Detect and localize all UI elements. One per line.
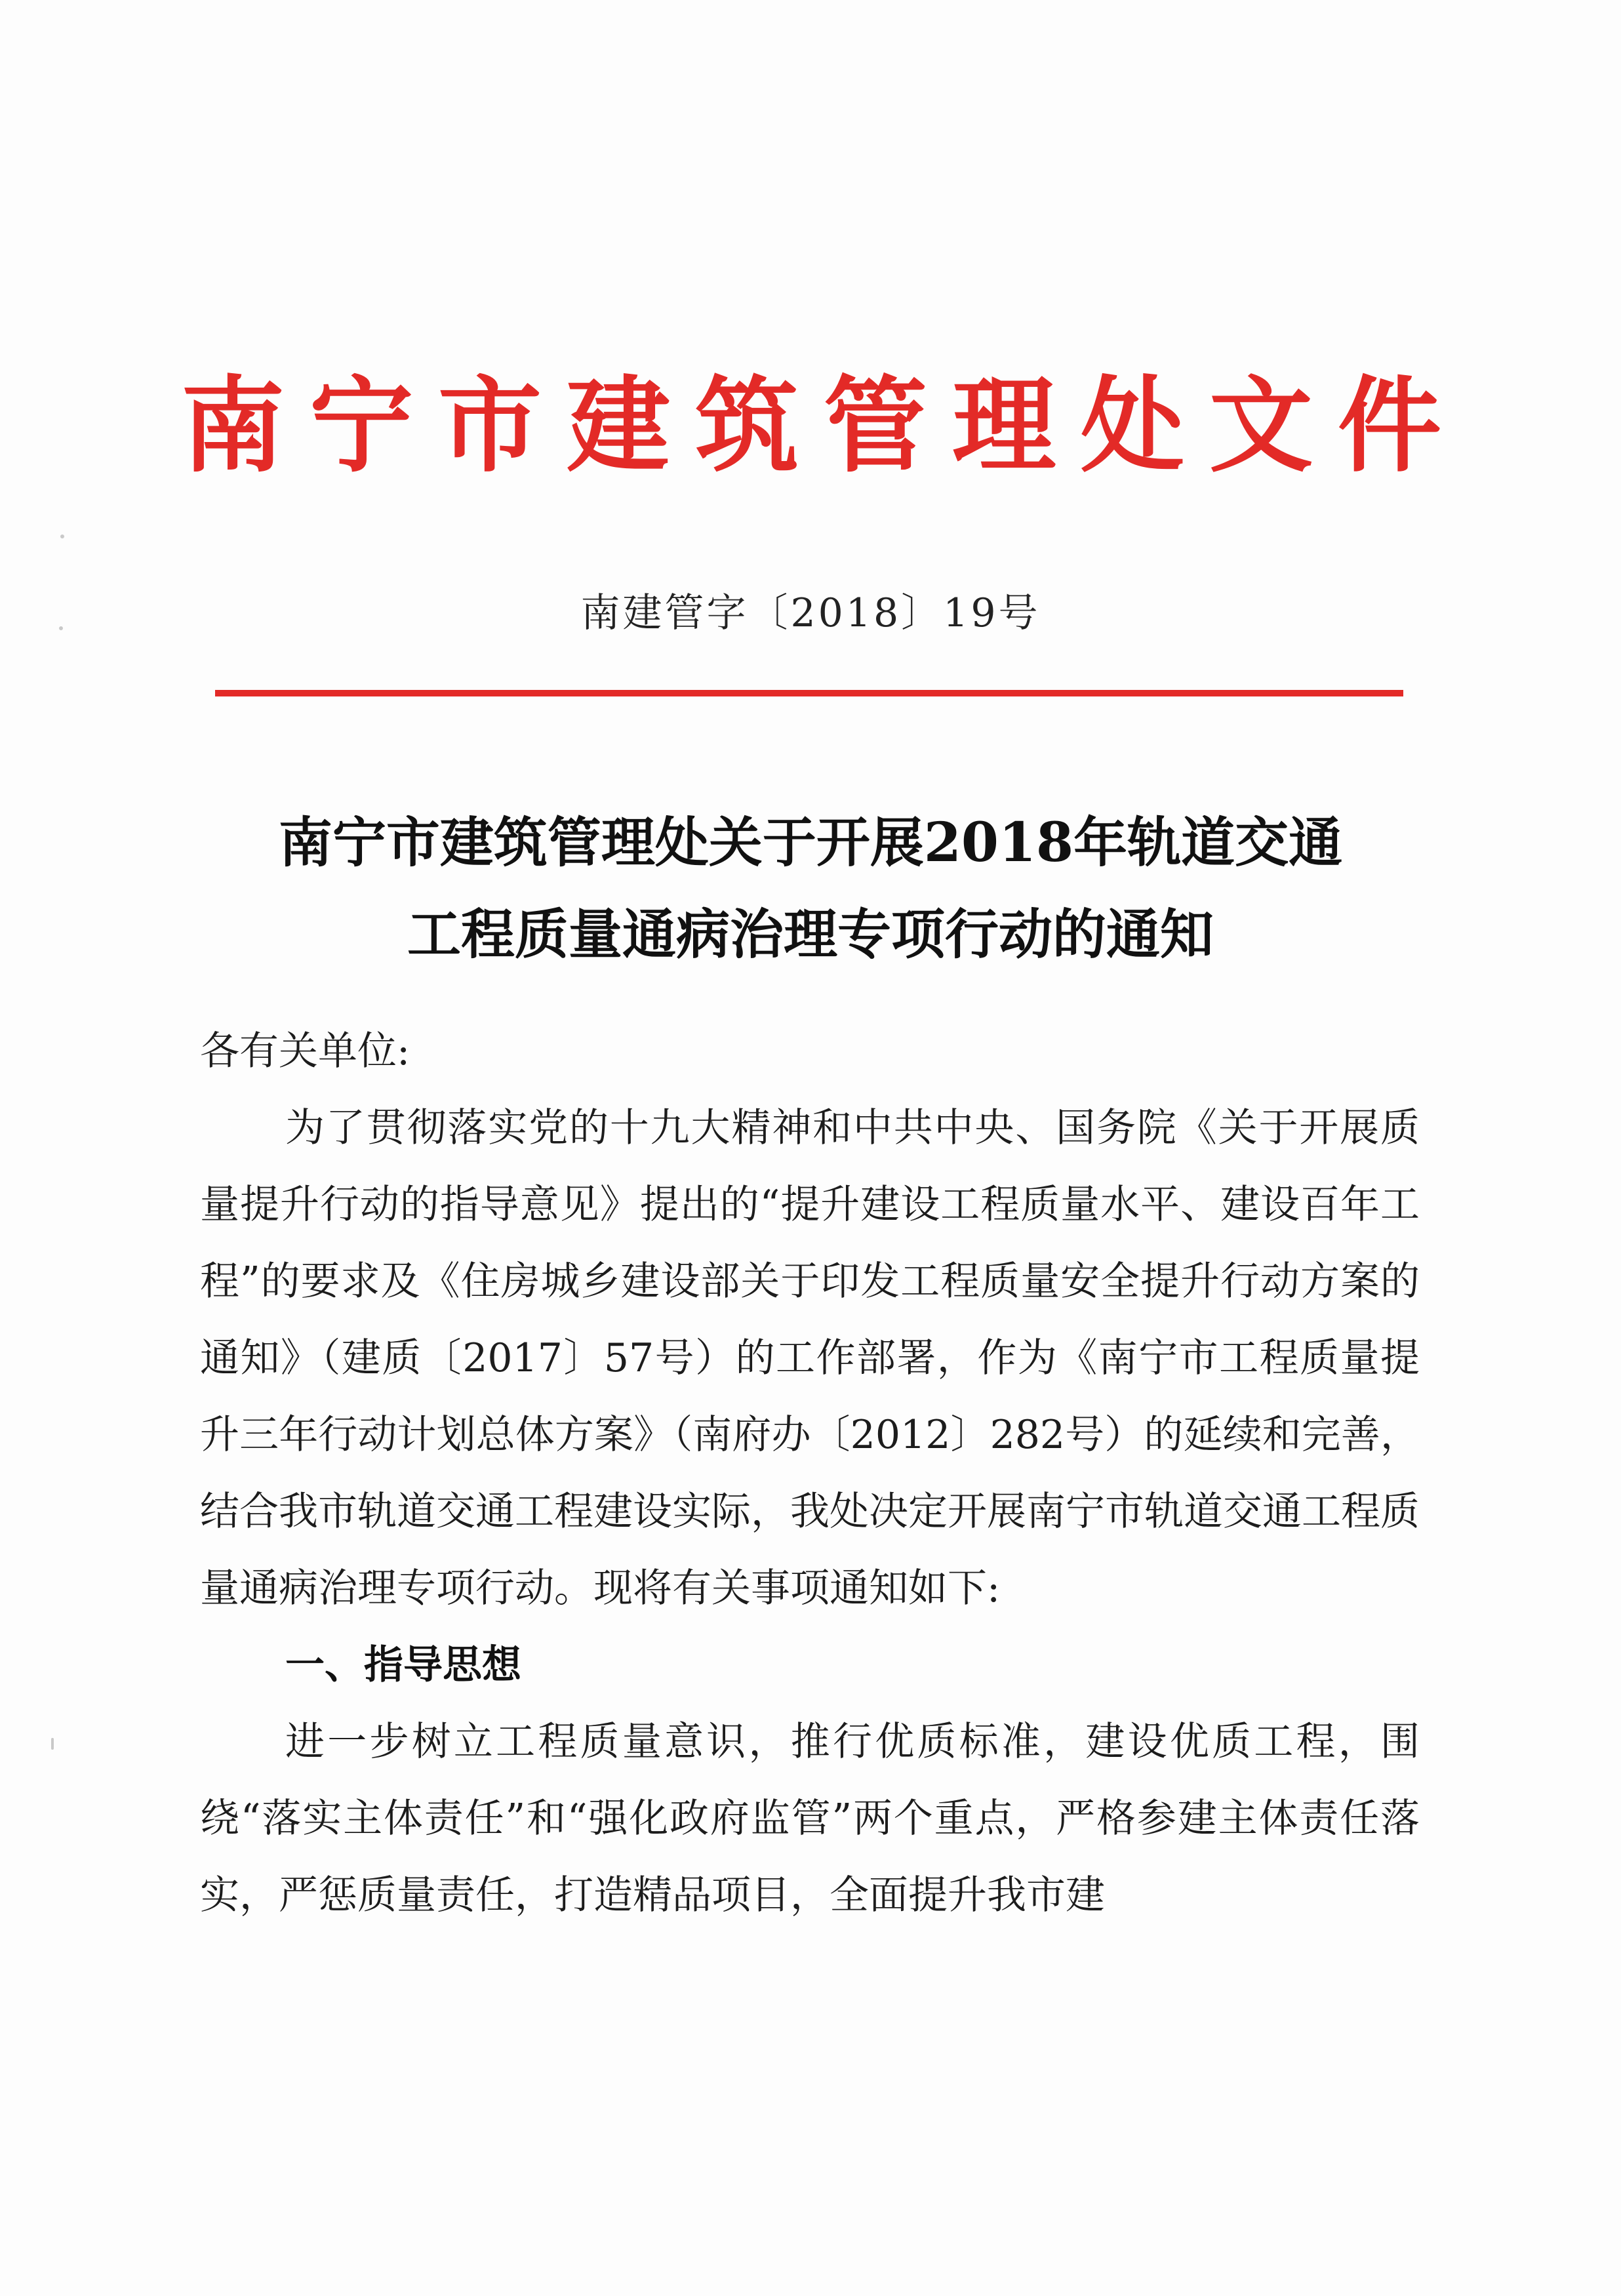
- notice-body: [200, 1013, 1420, 1934]
- notice-title-line-2: 工程质量通病治理专项行动的通知: [407, 903, 1214, 966]
- red-divider-line: [215, 690, 1403, 696]
- scan-speck: [60, 534, 64, 538]
- scan-speck: [59, 626, 63, 630]
- salutation: 各有关单位:: [200, 1028, 410, 1074]
- section-1-paragraph: 进一步树立工程质量意识，推行优质标准，建设优质工程，围绕“落实主体责任”和“强化政府监管”两个重点，严格参建主体责任落实，严惩质量责任，打造精品项目，全面提升我市建: [200, 1719, 1420, 1918]
- intro-paragraph: 为了贯彻落实党的十九大精神和中共中央、国务院《关于开展质量提升行动的指导意见》提出的“提升建设工程质量水平、建设百年工程”的要求及《住房城乡建设部关于印发工程质量安全提升行动方案的通知》（建质〔2017〕57号）的工作部署，作为《南宁市工程质量提升三年行动计划总体方案》（南府办〔2012〕282号）的延续和完善，结合我市轨道交通工程建设实际，我处决定开展南宁市轨道交通工程质量通病治理专项行动。现将有关事项通知如下:: [200, 1105, 1420, 1611]
- notice-title-line-1: 南宁市建筑管理处关于开展2018年轨道交通: [278, 811, 1343, 874]
- scan-speck: [51, 1738, 54, 1750]
- masthead-title: 南宁市建筑管理处文件: [181, 365, 1466, 487]
- section-heading-guiding-ideology: 一、指导思想: [285, 1642, 521, 1688]
- notice-title: [0, 797, 1621, 980]
- document-number: 南建管字〔2018〕19号: [580, 590, 1041, 636]
